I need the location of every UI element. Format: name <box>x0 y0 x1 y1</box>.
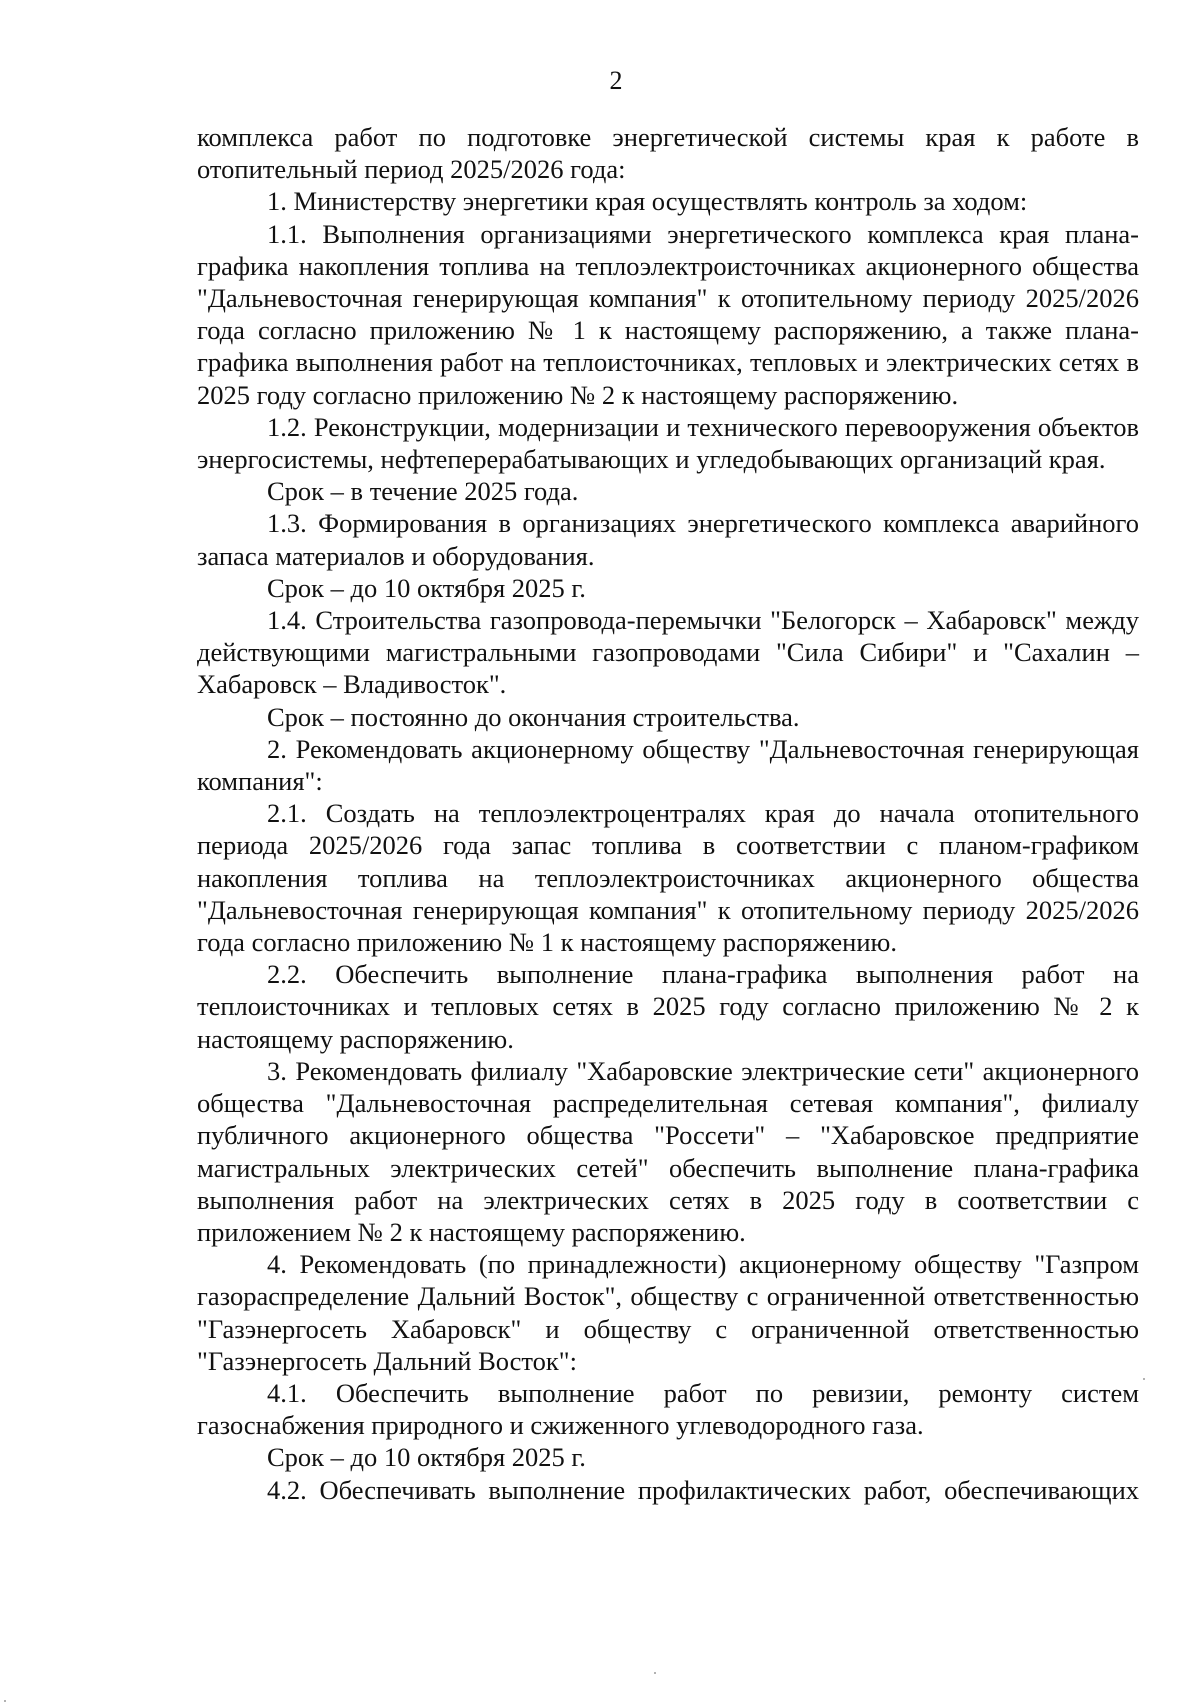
paragraph: 2. Рекомендовать акционерному обществу "Дальневосточная генерирующая компания": <box>197 733 1139 797</box>
paragraph: 4. Рекомендовать (по принадлежности) акционерному обществу "Газпром газораспределение Дальний Восток", обществу с ограниченной ответственностью "Газэнергосеть Хабаровск" и обществу с ограниченной ответственностью "Газэнергосеть Дальний Восток": <box>197 1249 1139 1376</box>
scan-speck <box>1143 1378 1145 1380</box>
paragraph: Срок – до 10 октября 2025 г. <box>267 1442 586 1473</box>
document-body <box>197 121 1139 1506</box>
paragraph: 4.1. Обеспечить выполнение работ по ревизии, ремонту систем газоснабжения природного и сжиженного углеводородного газа. <box>197 1377 1139 1441</box>
paragraph: 1.4. Строительства газопровода-перемычки "Белогорск – Хабаровск" между действующими магистральными газопроводами "Сила Сибири" и "Сахалин – Хабаровск – Владивосток". <box>197 605 1139 700</box>
scan-speck <box>4 1700 6 1702</box>
paragraph: 4.2. Обеспечивать выполнение профилактических работ, обеспечивающих <box>267 1474 1139 1505</box>
paragraph: 1.2. Реконструкции, модернизации и технического перевооружения объектов энергосистемы, нефтеперерабатывающих и угледобывающих организаций края. <box>197 411 1139 475</box>
paragraph: 1.1. Выполнения организациями энергетического комплекса края плана-графика накопления топлива на теплоэлектроисточниках акционерного общества "Дальневосточная генерирующая компания" к отопительному периоду 2025/2026 года согласно приложению № 1 к настоящему распоряжению, а также плана-графика выполнения работ на теплоисточниках, тепловых и электрических сетях в 2025 году согласно приложению № 2 к настоящему распоряжению. <box>197 218 1139 410</box>
paragraph: 2.1. Создать на теплоэлектроцентралях края до начала отопительного периода 2025/2026 года запас топлива в соответствии с планом-графиком накопления топлива на теплоэлектроисточниках акционерного общества "Дальневосточная генерирующая компания" к отопительному периоду 2025/2026 года согласно приложению № 1 к настоящему распоряжению. <box>197 798 1139 958</box>
paragraph: 1.3. Формирования в организациях энергетического комплекса аварийного запаса материалов и оборудования. <box>197 508 1139 571</box>
paragraph: Срок – до 10 октября 2025 г. <box>267 572 586 603</box>
paragraph: 1. Министерству энергетики края осуществлять контроль за ходом: <box>267 186 1028 217</box>
paragraph: комплекса работ по подготовке энергетической системы края к работе в отопительный период 2025/2026 года: <box>197 122 1139 185</box>
paragraph: 2.2. Обеспечить выполнение плана-графика выполнения работ на теплоисточниках и тепловых сетях в 2025 году согласно приложению № 2 к настоящему распоряжению. <box>197 959 1139 1054</box>
paragraph: Срок – постоянно до окончания строительства. <box>267 701 800 732</box>
paragraph: Срок – в течение 2025 года. <box>267 476 579 507</box>
page-number: 2 <box>609 66 623 95</box>
scan-speck <box>654 1672 656 1674</box>
paragraph: 3. Рекомендовать филиалу "Хабаровские электрические сети" акционерного общества "Дальневосточная распределительная сетевая компания", филиалу публичного акционерного общества "Россети" – "Хабаровское предприятие магистральных электрических сетей" обеспечить выполнение плана-графика выполнения работ на электрических сетях в 2025 году в соответствии с приложением № 2 к настоящему распоряжению. <box>197 1055 1139 1247</box>
